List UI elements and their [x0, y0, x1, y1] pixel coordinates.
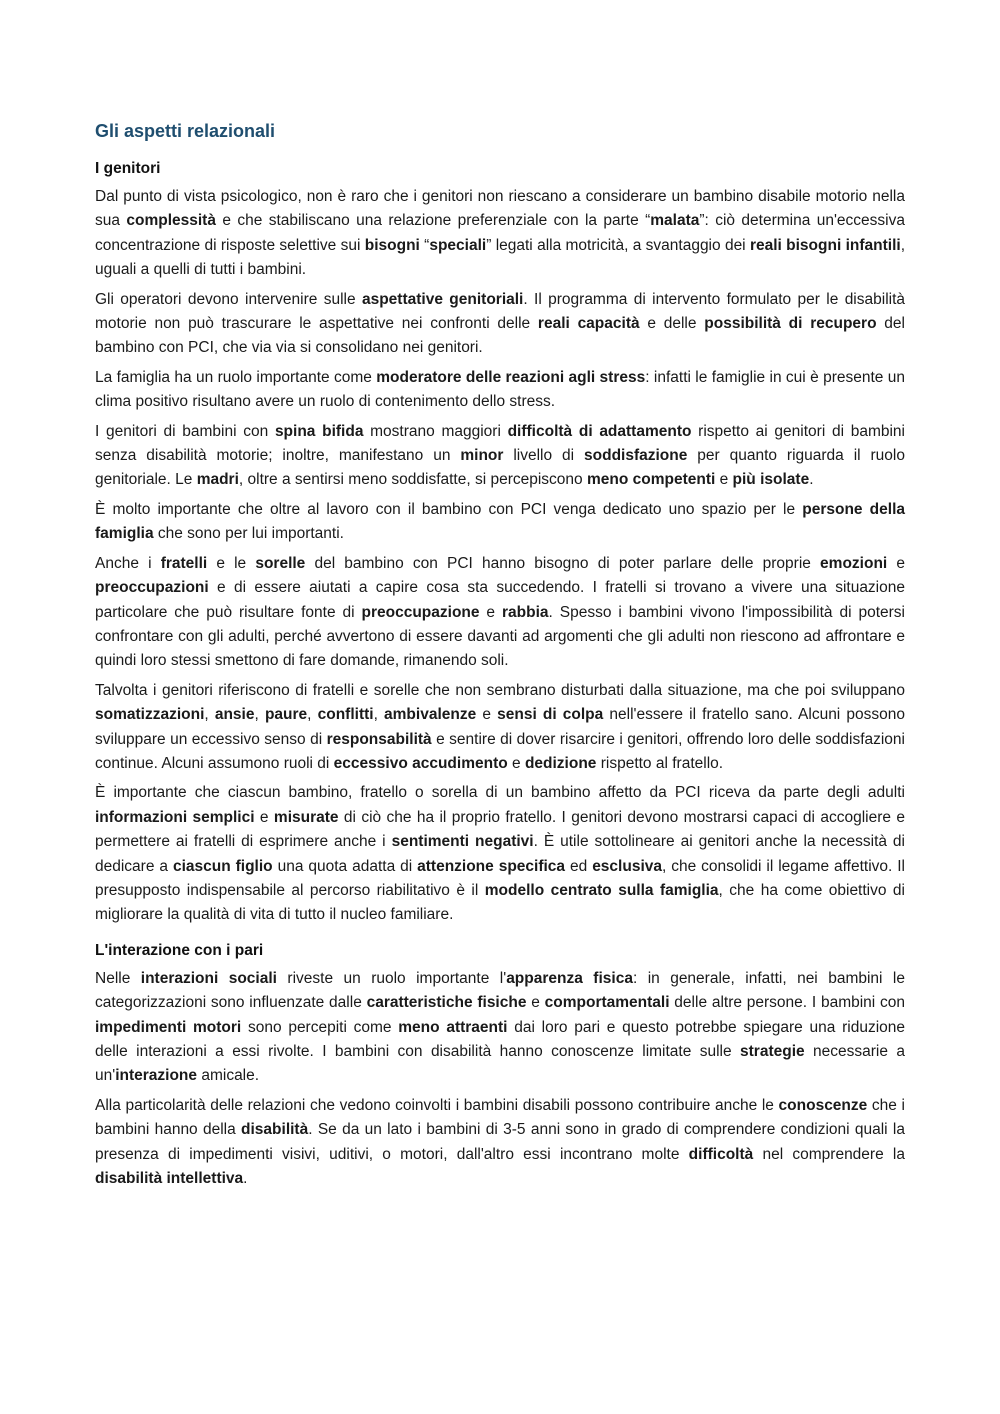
bold-term: fratelli [160, 554, 208, 572]
section-heading: I genitori [95, 160, 161, 177]
paragraph: Anche i fratelli e le sorelle del bambino con PCI hanno bisogno di poter parlare delle proprie emozioni e preoccupazioni e di essere aiutati a capire cosa sta succedendo. I fratelli si trovano a vivere una situazione particolare che può risultare fonte di preoccupazione e rabbia. Spesso i bambini vivono l'impossibilità di potersi confrontare con gli adulti, perché avvertono di essere davanti ad argomenti che gli adulti non riescono ad affrontare e quindi loro stessi smettono di fare domande, rimanendo soli. [95, 554, 905, 670]
bold-term: strategie [740, 1043, 805, 1060]
bold-term: comportamentali [544, 994, 670, 1012]
bold-term: persone della famiglia [95, 500, 905, 543]
bold-term: ciascun figlio [172, 857, 273, 875]
bold-term: impedimenti motori [95, 1018, 242, 1036]
bold-term: sentimenti negativi [391, 833, 534, 851]
bold-term: responsabilità [326, 730, 432, 748]
bold-term: somatizzazioni [95, 706, 205, 724]
bold-term: possibilità di recupero [704, 315, 877, 333]
paragraph: Gli operatori devono intervenire sulle aspettative genitoriali. Il programma di intervento formulato per le disabilità motorie non può trascurare le aspettative nei confronti delle reali capacità e delle possibilità di recupero del bambino con PCI, che via via si consolidano nei genitori. [95, 290, 906, 357]
bold-term: ambivalenze [384, 706, 477, 724]
bold-term: ansie [214, 706, 255, 724]
bold-term: speciali [429, 236, 487, 254]
section-heading: L'interazione con i pari [95, 941, 264, 959]
bold-term: meno attraenti [398, 1018, 508, 1036]
bold-term: reali capacità [537, 315, 640, 333]
bold-term: emozioni [820, 554, 888, 572]
bold-term: conoscenze [778, 1096, 868, 1114]
bold-term: preoccupazioni [95, 579, 209, 597]
bold-term: aspettative genitoriali [361, 290, 524, 308]
paragraph: Alla particolarità delle relazioni che vedono coinvolti i bambini disabili possono contribuire anche le conoscenze che i bambini hanno della disabilità. Se da un lato i bambini di 3-5 anni sono in grado di comprendere condizioni quali la presenza di impedimenti visivi, uditivi, o motori, dall'altro essi incontrano molte difficoltà nel comprendere la disabilità intellettiva. [95, 1096, 905, 1188]
paragraph: I genitori di bambini con spina bifida mostrano maggiori difficoltà di adattamento rispetto ai genitori di bambini senza disabilità motorie; inoltre, manifestano un minor livello di soddisfazione per quanto riguarda il ruolo genitoriale. Le madri, oltre a sentirsi meno soddisfatte, si percepiscono meno competenti e più isolate. [95, 422, 905, 489]
bold-term: meno competenti [586, 471, 716, 489]
bold-term: disabilità intellettiva [95, 1170, 244, 1188]
bold-term: dedizione [524, 754, 597, 772]
paragraph: È molto importante che oltre al lavoro con il bambino con PCI venga dedicato uno spazio per le persone della famiglia che sono per lui importanti. [95, 500, 905, 543]
bold-term: reali bisogni infantili [749, 236, 901, 254]
bold-term: esclusiva [592, 857, 662, 875]
bold-term: caratteristiche fisiche [366, 994, 527, 1012]
bold-term: malata [650, 212, 700, 230]
document-page [95, 118, 905, 1196]
paragraph: È importante che ciascun bambino, fratello o sorella di un bambino affetto da PCI riceva da parte degli adulti informazioni semplici e misurate di ciò che ha il proprio fratello. I genitori devono mostrarsi capaci di accogliere e permettere ai fratelli di esprimere anche i sentimenti negativi. È utile sottolineare ai genitori anche la necessità di dedicare a ciascun figlio una quota adatta di attenzione specifica ed esclusiva, che consolidi il legame affettivo. Il presupposto indispensabile al percorso riabilitativo è il modello centrato sulla famiglia, che ha come obiettivo di migliorare la qualità di vita di tutto il nucleo familiare. [95, 784, 906, 924]
bold-term: minor [460, 447, 504, 465]
bold-term: più isolate [732, 471, 810, 489]
bold-term: interazioni sociali [140, 969, 277, 987]
bold-term: soddisfazione [584, 447, 688, 465]
bold-term: difficoltà di adattamento [507, 422, 692, 440]
bold-term: informazioni semplici [95, 808, 255, 826]
bold-term: interazione [115, 1067, 198, 1085]
bold-term: sorelle [255, 554, 306, 572]
bold-term: disabilità [241, 1121, 309, 1139]
bold-term: difficoltà [688, 1145, 754, 1163]
document-body [95, 157, 905, 1191]
paragraph: La famiglia ha un ruolo importante come moderatore delle reazioni agli stress: infatti le famiglie in cui è presente un clima positivo risultano avere un ruolo di contenimento dello stress. [95, 368, 905, 411]
page-title: Gli aspetti relazionali [95, 121, 276, 141]
bold-term: spina bifida [274, 422, 364, 440]
bold-term: complessità [126, 212, 216, 230]
bold-term: bisogni [364, 236, 420, 254]
bold-term: sensi di colpa [497, 706, 604, 724]
bold-term: preoccupazione [361, 603, 480, 621]
paragraph: Talvolta i genitori riferiscono di fratelli e sorelle che non sembrano disturbati dalla situazione, ma che poi sviluppano somatizzazioni, ansie, paure, conflitti, ambivalenze e sensi di colpa nell'essere il fratello sano. Alcuni possono sviluppare un eccessivo senso di responsabilità e sentire di dover risarcire i genitori, offrendo loro delle soddisfazioni continue. Alcuni assumono ruoli di eccessivo accudimento e dedizione rispetto al fratello. [95, 681, 905, 772]
bold-term: modello centrato sulla famiglia [484, 881, 719, 899]
paragraph: Dal punto di vista psicologico, non è raro che i genitori non riescano a considerare un bambino disabile motorio nella sua complessità e che stabiliscano una relazione preferenziale con la parte “malata”: ciò determina un'eccessiva concentrazione di risposte selettive sui bisogni “speciali” legati alla motricità, a svantaggio dei reali bisogni infantili, uguali a quelli di tutti i bambini. [95, 188, 906, 279]
paragraph: Nelle interazioni sociali riveste un ruolo importante l'apparenza fisica: in generale, infatti, nei bambini le categorizzazioni sono influenzate dalle caratteristiche fisiche e comportamentali delle altre persone. I bambini con impedimenti motori sono percepiti come meno attraenti dai loro pari e questo potrebbe spiegare una riduzione delle interazioni a essi rivolte. I bambini con disabilità hanno conoscenze limitate sulle strategie necessarie a un'interazione amicale. [95, 969, 906, 1085]
bold-term: attenzione specifica [417, 857, 566, 875]
bold-term: eccessivo accudimento [333, 754, 508, 772]
bold-term: madri [196, 471, 239, 489]
bold-term: apparenza fisica [506, 969, 633, 987]
bold-term: paure [264, 706, 308, 724]
bold-term: rabbia [502, 603, 549, 621]
bold-term: moderatore delle reazioni agli stress [376, 368, 646, 386]
bold-term: conflitti [317, 706, 374, 724]
bold-term: misurate [273, 808, 339, 826]
